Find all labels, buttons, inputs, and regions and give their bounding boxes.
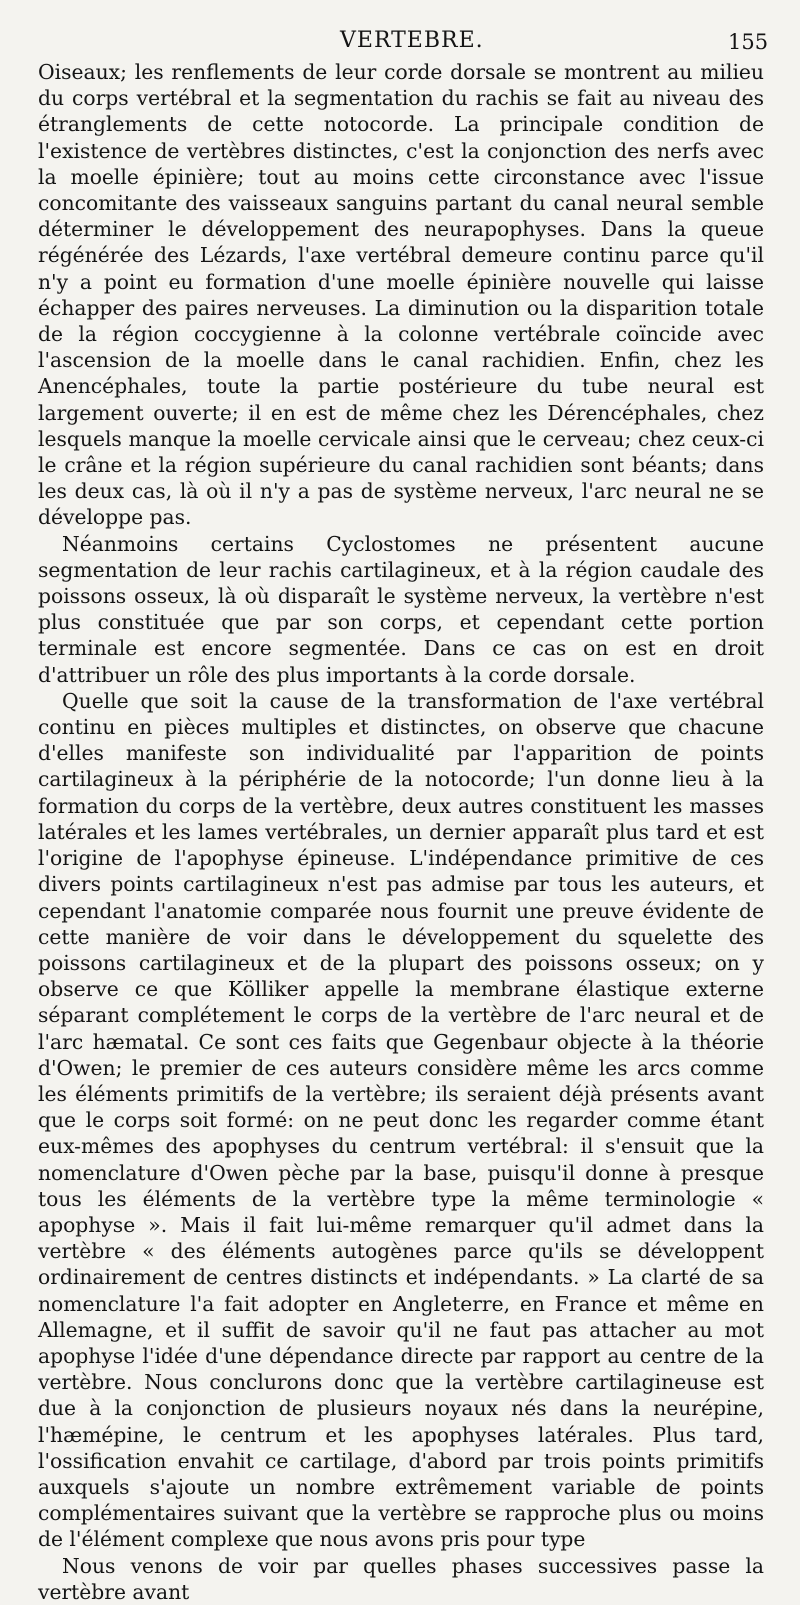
paragraph-4: Nous venons de voir par quelles phases successives passe la vertèbre avant (38, 1553, 764, 1604)
page-number: 155 (728, 30, 769, 54)
paragraph-1: Oiseaux; les renflements de leur corde dorsale se montrent au milieu du corps vertébral et la segmentation du rachis se fait au niveau des étranglements de cette notocorde. La principale condition de l'existence de vertèbres distinctes, c'est la conjonction des nerfs avec la moelle épinière; tout au moins cette circonstance avec l'issue concomitante des vaisseaux sanguins partant du canal neural semble déterminer le développement des neurapophyses. Dans la queue régénérée des Lézards, l'axe vertébral demeure continu parce qu'il n'y a point eu formation d'une moelle épinière nouvelle qui laisse échapper des paires nerveuses. La diminution ou la disparition totale de la région coccygienne à la colonne vertébrale coïncide avec l'ascension de la moelle dans le canal rachidien. Enfin, chez les Anencéphales, toute la partie postérieure du tube neural est largement ouverte; il en est de même chez les Dérencéphales, chez lesquels manque la moelle cervicale ainsi que le cerveau; chez ceux-ci le crâne et la région supérieure du canal rachidien sont béants; dans les deux cas, là où il n'y a pas de système nerveux, l'arc neural ne se développe pas. (38, 60, 764, 530)
running-title: VERTEBRE. (340, 28, 484, 53)
page-body (38, 59, 764, 1605)
paragraph-3: Quelle que soit la cause de la transformation de l'axe vertébral continu en pièces multiples et distinctes, on observe que chacune d'elles manifeste son individualité par l'apparition de points cartilagineux à la périphérie de la notocorde; l'un donne lieu à la formation du corps de la vertèbre, deux autres constituent les masses latérales et les lames vertébrales, un dernier apparaît plus tard et est l'origine de l'apophyse épineuse. L'indépendance primitive de ces divers points cartilagineux n'est pas admise par tous les auteurs, et cependant l'anatomie comparée nous fournit une preuve évidente de cette manière de voir dans le développement du squelette des poissons cartilagineux et de la plupart des poissons osseux; on y observe ce que Kölliker appelle la membrane élastique externe séparant complétement le corps de la vertèbre de l'arc neural et de l'arc hæmatal. Ce sont ces faits que Gegenbaur objecte à la théorie d'Owen; le premier de ces auteurs considère même les arcs comme les éléments primitifs de la vertèbre; ils seraient déjà présents avant que le corps soit formé: on ne peut donc les regarder comme étant eux-mêmes des apophyses du centrum vertébral: il s'ensuit que la nomenclature d'Owen pèche par la base, puisqu'il donne à presque tous les éléments de la vertèbre type la même terminologie « apophyse ». Mais il fait lui-même remarquer qu'il admet dans la vertèbre « des éléments autogènes parce qu'ils se développent ordinairement de centres distincts et indépendants. » La clarté de sa nomenclature l'a fait adopter en Angleterre, en France et même en Allemagne, et il suffit de savoir qu'il ne faut pas attacher au mot apophyse l'idée d'une dépendance directe par rapport au centre de la vertèbre. Nous conclurons donc que la vertèbre cartilagineuse est due à la conjonction de plusieurs noyaux nés dans la neurépine, l'hæmépine, le centrum et les apophyses latérales. Plus tard, l'ossification envahit ce cartilage, d'abord par trois points primitifs auxquels s'ajoute un nombre extrêmement variable de points complémentaires suivant que la vertèbre se rapproche plus ou moins de l'élément complexe que nous avons pris pour type (38, 688, 764, 1552)
paragraph-2: Néanmoins certains Cyclostomes ne présentent aucune segmentation de leur rachis cartilagineux, et à la région caudale des poissons osseux, là où disparaît le système nerveux, la vertèbre n'est plus constituée que par son corps, et cependant cette portion terminale est encore segmentée. Dans ce cas on est en droit d'attribuer un rôle des plus importants à la corde dorsale. (38, 531, 764, 687)
page-header (0, 20, 800, 60)
